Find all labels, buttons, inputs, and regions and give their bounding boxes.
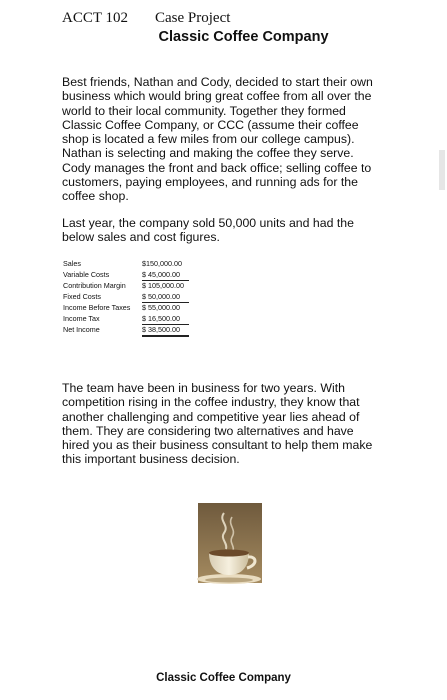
closing-line: hired you as their business consultant to help them make: [62, 438, 373, 453]
intro-paragraph: [62, 75, 387, 204]
row-value: $ 16,500.00: [142, 313, 189, 325]
row-value: $ 38,500.00: [142, 324, 189, 337]
course-code: ACCT 102: [62, 10, 128, 26]
closing-line: them. They are considering two alternatives and have: [62, 423, 354, 438]
closing-line: The team have been in business for two years. With: [62, 381, 345, 395]
saucer-shadow: [205, 578, 253, 583]
coffee-cup-logo-icon: [194, 503, 266, 589]
closing-line: another challenging and competitive year lies ahead of: [62, 409, 360, 424]
company-title: Classic Coffee Company: [158, 29, 329, 45]
intro-line: Cody manages the front and back office; selling coffee to: [62, 160, 372, 175]
row-label: Fixed Costs: [63, 292, 101, 301]
intro-line: shop is located a few miles from our college campus).: [62, 132, 355, 147]
intro-line: business which would bring great coffee from all over the: [62, 89, 372, 104]
row-label: Sales: [63, 259, 81, 268]
row-label: Variable Costs: [63, 270, 110, 279]
cup-rim: [209, 550, 249, 557]
intro-line: Best friends, Nathan and Cody, decided to start their own: [62, 75, 373, 89]
sales-intro-paragraph: [62, 216, 387, 245]
row-value: $150,000.00: [142, 259, 182, 268]
closing-line: this important business decision.: [62, 452, 240, 467]
row-value: $ 55,000.00: [142, 303, 180, 312]
intro-line: Nathan is selecting and making the coffee they serve.: [62, 146, 354, 161]
sales-intro-line: Last year, the company sold 50,000 units and had the: [62, 216, 354, 230]
intro-line: customers, paying employees, and running ads for the: [62, 175, 358, 190]
intro-line: world to their local community. Together they formed: [62, 103, 346, 118]
row-value: $ 45,000.00: [142, 269, 189, 281]
document-footer: [0, 672, 447, 684]
intro-line: Classic Coffee Company, or CCC (assume their coffee: [62, 117, 359, 132]
row-value: $ 105,000.00: [142, 281, 184, 290]
row-label: Net Income: [63, 325, 100, 334]
sales-intro-line: below sales and cost figures.: [62, 230, 220, 245]
row-label: Income Tax: [63, 314, 100, 323]
document-title: [0, 29, 447, 45]
document-header: [62, 10, 231, 27]
project-label: Case Project: [155, 10, 231, 26]
scrollbar-edge: [439, 150, 445, 190]
closing-paragraph: [62, 381, 387, 467]
closing-line: competition rising in the coffee industry, they know that: [62, 395, 360, 410]
row-label: Income Before Taxes: [63, 303, 131, 312]
footer-company-name: Classic Coffee Company: [156, 672, 291, 684]
row-label: Contribution Margin: [63, 281, 126, 290]
intro-line: coffee shop.: [62, 189, 129, 204]
row-value: $ 50,000.00: [142, 291, 189, 303]
